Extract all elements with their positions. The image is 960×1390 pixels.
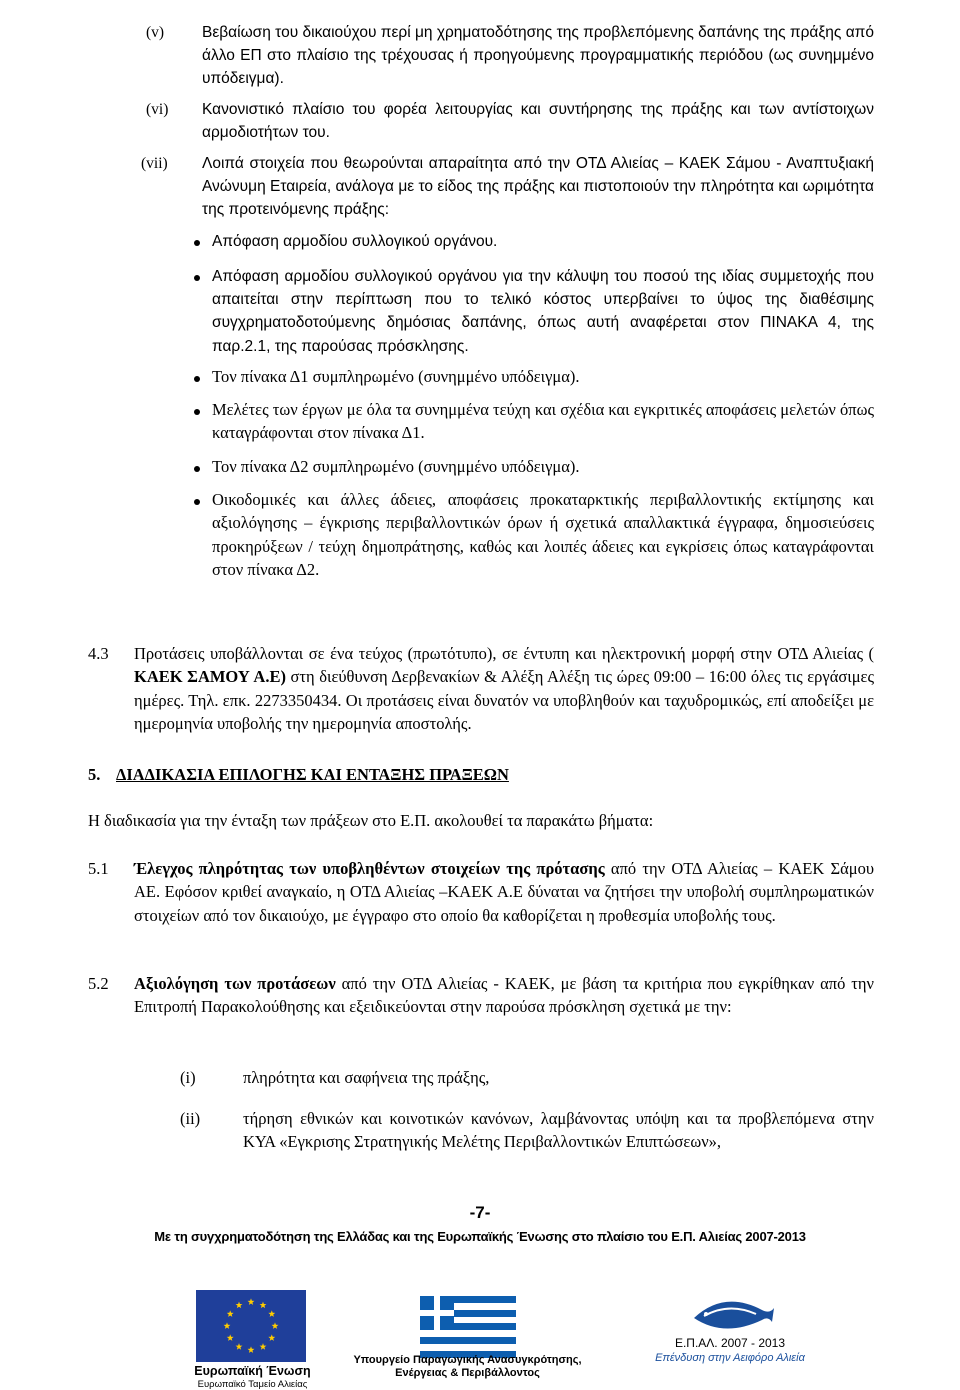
page-number: -7- [469,1203,491,1222]
bullet-icon [194,376,200,382]
bullet-text-4: Μελέτες των έργων με όλα τα συνημμένα τεύχη και σχέδια και εγκριτικές αποφάσεις μελετών όπως καταγράφονται στον πίνακα Δ1. [212,400,874,443]
section-number-5-1: 5.1 [88,859,109,878]
eu-flag-icon [196,1290,306,1362]
subitem-text-i: πληρότητα και σαφήνεια της πράξης, [243,1068,490,1087]
bullet-icon [194,466,200,472]
epal-logo [684,1288,780,1338]
section-5-1-body: από την ΟΤΔ Αλιείας – ΚΑΕΚ Σάμου ΑΕ. Εφόσον κριθεί αναγκαίο, η ΟΤΔ Αλιείας –ΚΑΕΚ Α.Ε δύναται να ζητήσει την υποβολή συμπληρωματικών στοιχείων από τον δικαιούχο, με έγγραφο στο οποίο θα καθορίζεται η προθεσμία υποβολής τους. [134,859,875,925]
epal-subtitle: Επένδυση στην Αειφόρο Αλιεία [655,1352,805,1364]
section-5-2-bold: Αξιολόγηση των προτάσεων [134,974,336,993]
section-5-2-text [134,972,874,1019]
subitem-label-i: (i) [180,1068,196,1087]
subitem-label-ii: (ii) [180,1109,201,1128]
item-text-vi: Κανονιστικό πλαίσιο του φορέα λειτουργίας και συντήρησης της πράξης και των αντίστοιχων αρμοδιοτήτων του. [202,101,874,142]
bullet-text-2: Απόφαση αρμοδίου συλλογικού οργάνου για την κάλυψη του ποσού της ιδίας συμμετοχής που απαιτείται στην περίπτωση που το τελικό κόστος υπερβαίνει το ύψος της διαθέσιμης συγχρηματοδοτούμενης δημόσιας δαπάνης, όπως αυτή αναφέρεται στον ΠΙΝΑΚΑ 4, της παρ.2.1, της παρούσας πρόσκλησης. [212,268,874,355]
bullet-text-6: Οικοδομικές και άλλες άδειες, αποφάσεις προκαταρκτικής περιβαλλοντικής εκτίμησης και αξιολόγησης – έγκρισης περιβαλλοντικών όρων ή σχετικά απαλλακτικά έγγραφα, δημοσιεύσεις προκηρύξεων / τεύχη δημοπράτησης, καθώς και λοιπές άδειες και εγκρίσεις όπως καταγράφονται στον πίνακα Δ2. [212,490,874,580]
greek-flag [420,1296,516,1358]
section-5-1-bold: Έλεγχος πληρότητας των υποβληθέντων στοιχείων της πρότασης [134,859,605,878]
eu-logo [196,1290,306,1362]
section-4-3-text [134,642,874,736]
section-5-2-body: από την ΟΤΔ Αλιείας - ΚΑΕΚ, με βάση τα κριτήρια που εγκρίθηκαν από την Επιτροπή Παρακολούθησης και εξειδικεύονται στην παρούσα πρόσκληση σχετικά με την: [134,974,874,1017]
bullet-icon [194,240,200,246]
epal-fish-icon [684,1288,780,1338]
item-label-v: (v) [146,24,165,41]
section-4-3-part2: στη διεύθυνση Δερβενακίων & Αλέξη Αλέξη τις ώρες 09:00 – 16:00 όλες τις εργάσιμες ημέρες. Τηλ. επκ. 2273350434. Οι προτάσεις είναι δυνατόν να υποβληθούν και ταχυδρομικώς, επί αποδείξει με ημερομηνία υποβολής την ημερομηνία αποστολής. [134,667,874,734]
eu-subtitle: Ευρωπαϊκό Ταμείο Αλιείας [197,1379,308,1390]
item-label-vii: (vii) [141,155,168,172]
section-number-5-2: 5.2 [88,974,109,993]
item-text-vii: Λοιπά στοιχεία που θεωρούνται απαραίτητα από την ΟΤΔ Αλιείας – ΚΑΕΚ Σάμου - Αναπτυξιακή Ανώνυμη Εταιρεία, ανάλογα με το είδος της πράξης και πιστοποιούν την πληρότητα και ωριμότητα της προτεινόμενης πράξης: [202,155,874,219]
bullet-icon [194,409,200,415]
section-5-1-text [134,857,874,927]
epal-title: Ε.Π.ΑΛ. 2007 - 2013 [674,1336,786,1350]
section-4-3-bold: ΚΑΕΚ ΣΑΜΟΥ Α.Ε) [134,667,286,687]
item-text-v: Βεβαίωση του δικαιούχου περί μη χρηματοδότησης της προβλεπόμενης δαπάνης της πράξης από άλλο ΕΠ στο πλαίσιο της τρέχουσας ή προηγούμενης προγραμματικής περιόδου (ως συνημμένο υπόδειγμα). [202,24,874,88]
section-number-5: 5. [88,765,101,784]
bullet-text-1: Απόφαση αρμοδίου συλλογικού οργάνου. [212,233,498,250]
eu-title: Ευρωπαϊκή Ένωση [194,1364,311,1378]
ministry-name: Υπουργείο Παραγωγικής Ανασυγκρότησης, Ενέργειας & Περιβάλλοντος [353,1354,582,1379]
section-4-3-part1: Προτάσεις υποβάλλονται σε ένα τεύχος (πρωτότυπο), σε έντυπη και ηλεκτρονική μορφή στην ΟΤΔ Αλιείας ( [134,644,874,663]
bullet-icon [194,499,200,505]
subitem-text-ii: τήρηση εθνικών και κοινοτικών κανόνων, λαμβάνοντας υπόψη και τα προβλεπόμενα στην ΚΥΑ «Εγκρισης Στρατηγικής Μελέτης Περιβαλλοντικών Επιπτώσεων», [243,1109,874,1152]
bullet-icon [194,275,200,281]
section-5-title: ΔΙΑΔΙΚΑΣΙΑ ΕΠΙΛΟΓΗΣ ΚΑΙ ΕΝΤΑΞΗΣ ΠΡΑΞΕΩΝ [116,765,509,784]
bullet-text-5: Τον πίνακα Δ2 συμπληρωμένο (συνημμένο υπόδειγμα). [212,457,580,476]
greek-flag-icon [420,1296,516,1358]
funding-statement: Με τη συγχρηματοδότηση της Ελλάδας και της Ευρωπαϊκής Ένωσης στο πλαίσιο του Ε.Π. Αλιείας 2007-2013 [154,1229,806,1244]
item-label-vi: (vi) [146,101,169,118]
section-5-intro: Η διαδικασία για την ένταξη των πράξεων στο Ε.Π. ακολουθεί τα παρακάτω βήματα: [88,811,654,830]
bullet-text-3: Τον πίνακα Δ1 συμπληρωμένο (συνημμένο υπόδειγμα). [212,367,580,386]
section-number-4-3: 4.3 [88,644,109,663]
